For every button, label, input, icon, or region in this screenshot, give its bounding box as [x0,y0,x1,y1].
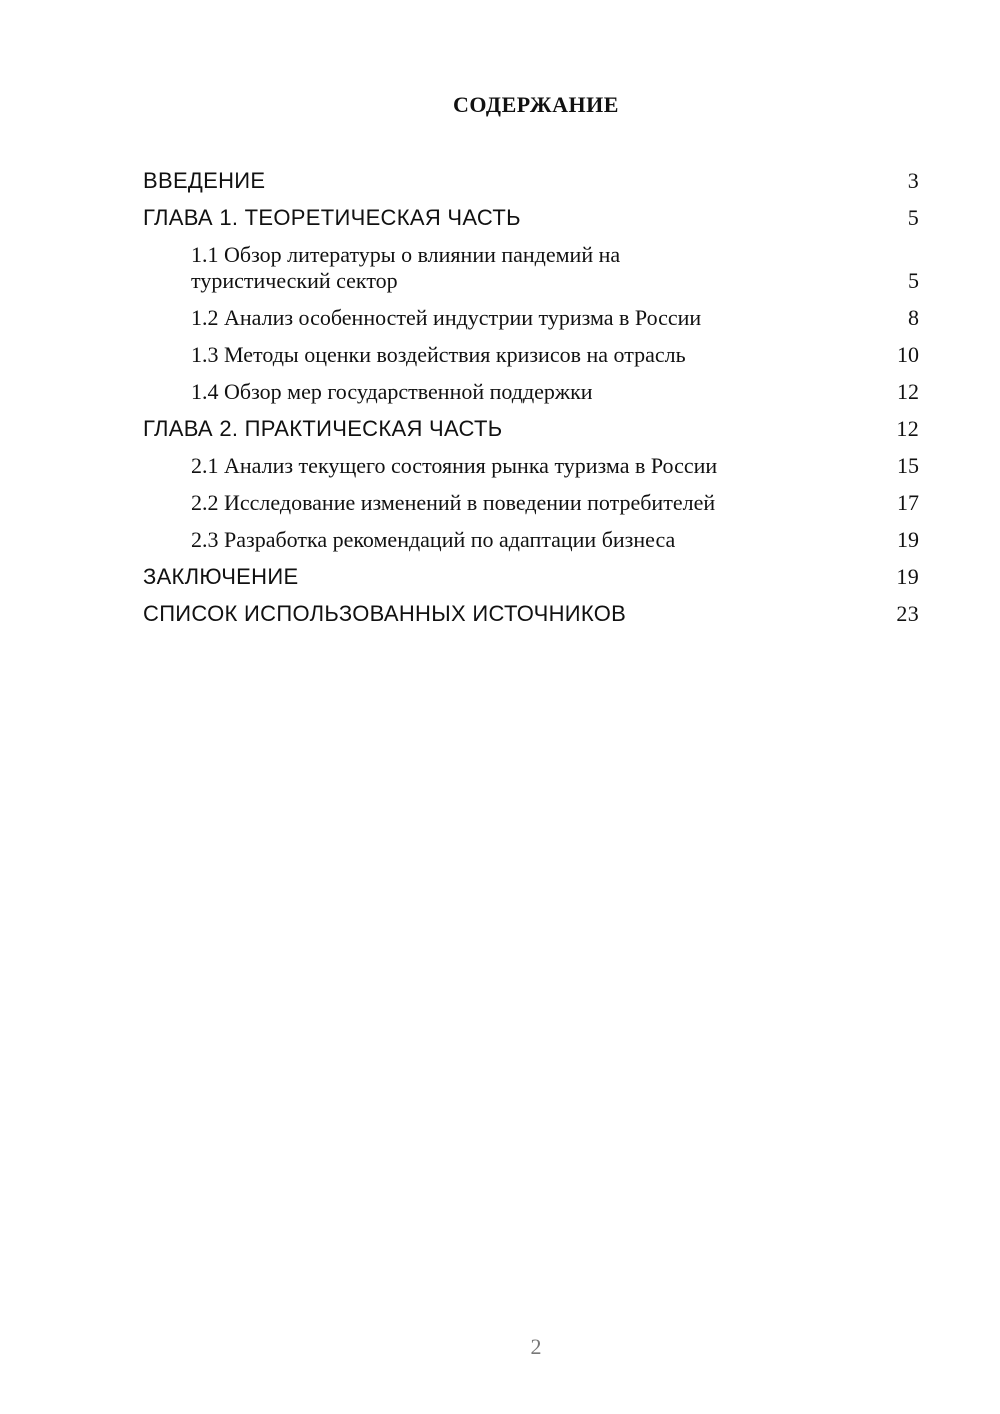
toc-entry-section-1-1[interactable] [143,242,919,294]
toc-entry-conclusion[interactable] [143,564,919,590]
toc-entry-section-1-2[interactable] [143,305,919,331]
page-title: СОДЕРЖАНИЕ [453,92,619,117]
toc-entry-label: 1.2 Анализ особенностей индустрии туризма в России [191,305,702,330]
toc-entry-chapter-1[interactable] [143,205,919,231]
toc-entry-label: ГЛАВА 2. ПРАКТИЧЕСКАЯ ЧАСТЬ [143,416,503,441]
toc-entry-page: 3 [907,168,919,193]
toc-entry-label: ЗАКЛЮЧЕНИЕ [143,564,299,589]
toc-entry-page: 8 [908,305,919,330]
toc-entry-page: 12 [897,379,919,404]
toc-entry-page: 17 [897,490,919,515]
toc-entry-label: 2.3 Разработка рекомендаций по адаптации бизнеса [191,527,676,552]
toc-entry-label: 2.1 Анализ текущего состояния рынка туризма в России [191,453,718,478]
toc-entry-label: 1.4 Обзор мер государственной поддержки [191,379,593,404]
toc-entry-label: 1.3 Методы оценки воздействия кризисов на отрасль [191,342,686,367]
toc-entry-introduction[interactable] [143,168,919,194]
toc-entry-section-2-2[interactable] [143,490,919,516]
toc-entry-page: 19 [896,564,919,589]
toc-entry-chapter-2[interactable] [143,416,919,442]
toc-entry-page: 23 [896,601,919,626]
toc-entry-references[interactable] [143,601,919,627]
toc-entry-page: 19 [897,527,919,552]
toc-entry-page: 5 [907,205,919,230]
page-number: 2 [530,1334,542,1359]
table-of-contents [143,168,919,638]
toc-entry-section-2-1[interactable] [143,453,919,479]
toc-entry-section-1-4[interactable] [143,379,919,405]
toc-entry-page: 5 [908,268,919,293]
toc-entry-label: 2.2 Исследование изменений в поведении потребителей [191,490,716,515]
toc-entry-section-2-3[interactable] [143,527,919,553]
toc-entry-page: 10 [897,342,919,367]
toc-entry-page: 15 [897,453,919,478]
toc-entry-section-1-3[interactable] [143,342,919,368]
toc-entry-page: 12 [896,416,919,441]
toc-entry-label: 1.1 Обзор литературы о влиянии пандемий на туристический сектор [191,242,621,293]
toc-entry-label: СПИСОК ИСПОЛЬЗОВАННЫХ ИСТОЧНИКОВ [143,601,627,626]
toc-entry-label: ГЛАВА 1. ТЕОРЕТИЧЕСКАЯ ЧАСТЬ [143,205,521,230]
toc-entry-label: ВВЕДЕНИЕ [143,168,266,193]
